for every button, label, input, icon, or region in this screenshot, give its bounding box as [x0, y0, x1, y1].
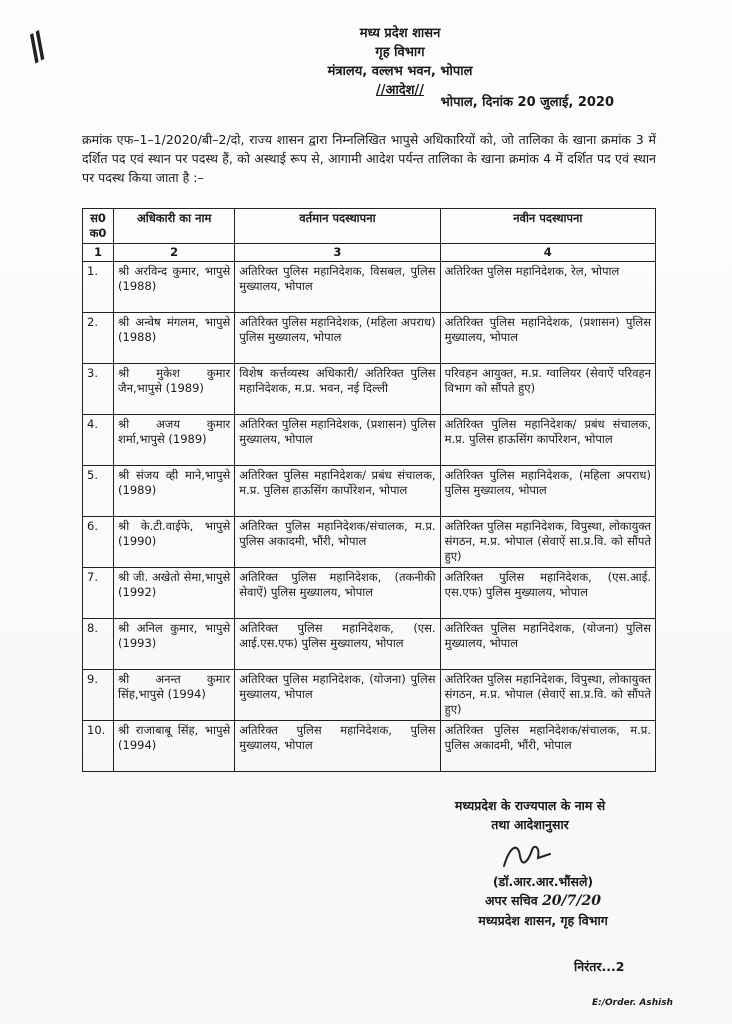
- row-officer-name: श्री अन्वेष मंगलम, भापुसे (1988): [114, 313, 235, 364]
- row-serial: 9.: [83, 670, 114, 721]
- signatory-name: (डॉ.आर.आर.भौंसले): [492, 874, 594, 889]
- row-officer-name: श्री अनन्त कुमार सिंह,भापुसे (1994): [114, 670, 235, 721]
- signatory-designation: अपर सचिव: [485, 893, 538, 908]
- row-new-posting: अतिरिक्त पुलिस महानिदेशक/संचालक, म.प्र. पुलिस अकादमी, भौंरी, भोपाल: [440, 721, 655, 772]
- signatory-designation-line: [428, 891, 658, 911]
- row-serial: 2.: [83, 313, 114, 364]
- table-row: [83, 262, 656, 313]
- column-number: 2: [114, 244, 235, 262]
- column-number: 3: [235, 244, 440, 262]
- handwritten-signature: [498, 836, 558, 874]
- row-serial: 10.: [83, 721, 114, 772]
- row-officer-name: श्री मुकेश कुमार जैन,भापुसे (1989): [114, 364, 235, 415]
- row-current-posting: अतिरिक्त पुलिस महानिदेशक, पुलिस मुख्यालय, भोपाल: [235, 721, 440, 772]
- header-current-posting: वर्तमान पदस्थापना: [235, 209, 440, 244]
- row-officer-name: श्री राजाबाबू सिंह, भापुसे (1994): [114, 721, 235, 772]
- column-number: 4: [440, 244, 655, 262]
- row-officer-name: श्री जी. अखेतो सेमा,भापुसे (1992): [114, 568, 235, 619]
- document-header: [270, 24, 530, 100]
- row-new-posting: अतिरिक्त पुलिस महानिदेशक, विपुस्था, लोकायुक्त संगठन, म.प्र. भोपाल (सेवाऐं सा.प्र.वि. को सौंपते हुए): [440, 517, 655, 568]
- table-column-number-row: [83, 244, 656, 262]
- row-current-posting: अतिरिक्त पुलिस महानिदेशक, (महिला अपराध) पुलिस मुख्यालय, भोपाल: [235, 313, 440, 364]
- footer-file-reference: E:/Order. Ashish: [592, 998, 673, 1008]
- table-row: [83, 364, 656, 415]
- row-new-posting: अतिरिक्त पुलिस महानिदेशक, (प्रशासन) पुलिस मुख्यालय, भोपाल: [440, 313, 655, 364]
- row-new-posting: अतिरिक्त पुलिस महानिदेशक/ प्रबंध संचालक, म.प्र. पुलिस हाऊसिंग कार्पोरेशन, भोपाल: [440, 415, 655, 466]
- signature-line-governor: मध्यप्रदेश के राज्यपाल के नाम से: [454, 798, 606, 813]
- margin-mark: //: [19, 27, 50, 69]
- transfer-table: [82, 208, 656, 772]
- order-date: भोपाल, दिनांक 20 जुलाई, 2020: [440, 95, 614, 110]
- row-new-posting: अतिरिक्त पुलिस महानिदेशक, (योजना) पुलिस मुख्यालय, भोपाल: [440, 619, 655, 670]
- signature-authority: [430, 796, 630, 834]
- row-new-posting: अतिरिक्त पुलिस महानिदेशक, रेल, भोपाल: [440, 262, 655, 313]
- handwritten-date: 20/7/20: [542, 893, 601, 909]
- row-officer-name: श्री अजय कुमार शर्मा,भापुसे (1989): [114, 415, 235, 466]
- signature-line-order: तथा आदेशानुसार: [491, 817, 569, 832]
- header-department: गृह विभाग: [375, 45, 425, 60]
- row-current-posting: अतिरिक्त पुलिस महानिदेशक/ प्रबंध संचालक, म.प्र. पुलिस हाऊसिंग कार्पोरेशन, भोपाल: [235, 466, 440, 517]
- row-current-posting: विशेष कर्त्तव्यस्थ अधिकारी/ अतिरिक्त पुलिस महानिदेशक, म.प्र. भवन, नई दिल्ली: [235, 364, 440, 415]
- row-current-posting: अतिरिक्त पुलिस महानिदेशक, (एस. आई.एस.एफ) पुलिस मुख्यालय, भोपाल: [235, 619, 440, 670]
- row-officer-name: श्री अरविन्द कुमार, भापुसे (1988): [114, 262, 235, 313]
- header-serial: स0 क0: [83, 209, 114, 244]
- row-current-posting: अतिरिक्त पुलिस महानिदेशक, (योजना) पुलिस मुख्यालय, भोपाल: [235, 670, 440, 721]
- table-row: [83, 517, 656, 568]
- header-new-posting: नवीन पदस्थापना: [440, 209, 655, 244]
- signatory-details: [428, 872, 658, 930]
- header-government: मध्य प्रदेश शासन: [359, 26, 441, 41]
- row-serial: 7.: [83, 568, 114, 619]
- table-row: [83, 721, 656, 772]
- row-current-posting: अतिरिक्त पुलिस महानिदेशक, विसबल, पुलिस मुख्यालय, भोपाल: [235, 262, 440, 313]
- table-row: [83, 568, 656, 619]
- column-number: 1: [83, 244, 114, 262]
- row-officer-name: श्री के.टी.वाईफे, भापुसे (1990): [114, 517, 235, 568]
- row-serial: 8.: [83, 619, 114, 670]
- row-current-posting: अतिरिक्त पुलिस महानिदेशक/संचालक, म.प्र. पुलिस अकादमी, भौंरी, भोपाल: [235, 517, 440, 568]
- signatory-department: मध्यप्रदेश शासन, गृह विभाग: [478, 913, 608, 928]
- header-officer-name: अधिकारी का नाम: [114, 209, 235, 244]
- row-officer-name: श्री संजय व्ही माने,भापुसे (1989): [114, 466, 235, 517]
- row-serial: 5.: [83, 466, 114, 517]
- row-serial: 1.: [83, 262, 114, 313]
- row-current-posting: अतिरिक्त पुलिस महानिदेशक, (तकनीकी सेवाऐं) पुलिस मुख्यालय, भोपाल: [235, 568, 440, 619]
- table-row: [83, 619, 656, 670]
- row-serial: 3.: [83, 364, 114, 415]
- row-new-posting: अतिरिक्त पुलिस महानिदेशक, (एस.आई. एस.एफ) पुलिस मुख्यालय, भोपाल: [440, 568, 655, 619]
- order-intro-paragraph: क्रमांक एफ–1–1/2020/बी–2/दो, राज्य शासन द्वारा निम्नलिखित भापुसे अधिकारियों को, जो तालिका के खाना क्रमांक 3 में दर्शित पद एवं स्थान पर पदस्थ हैं, को अस्थाई रूप से, आगामी आदेश पर्यन्त तालिका के खाना क्रमांक 4 में दर्शित पद एवं स्थान पर पदस्थ किया जाता है :–: [82, 132, 656, 185]
- row-serial: 6.: [83, 517, 114, 568]
- row-current-posting: अतिरिक्त पुलिस महानिदेशक, (प्रशासन) पुलिस मुख्यालय, भोपाल: [235, 415, 440, 466]
- order-title: //आदेश//: [375, 83, 425, 98]
- table-row: [83, 415, 656, 466]
- table-row: [83, 670, 656, 721]
- row-new-posting: परिवहन आयुक्त, म.प्र. ग्वालियर (सेवाऐं परिवहन विभाग को सौंपते हुए): [440, 364, 655, 415]
- row-serial: 4.: [83, 415, 114, 466]
- row-new-posting: अतिरिक्त पुलिस महानिदेशक, (महिला अपराध) पुलिस मुख्यालय, भोपाल: [440, 466, 655, 517]
- row-new-posting: अतिरिक्त पुलिस महानिदेशक, विपुस्था, लोकायुक्त संगठन, म.प्र. भोपाल (सेवाऐं सा.प्र.वि. को सौंपते हुए): [440, 670, 655, 721]
- continued-marker: निरंतर...2: [574, 959, 625, 974]
- table-header-row: [83, 209, 656, 244]
- row-officer-name: श्री अनिल कुमार, भापुसे (1993): [114, 619, 235, 670]
- header-address: मंत्रालय, वल्लभ भवन, भोपाल: [327, 64, 473, 79]
- table-row: [83, 313, 656, 364]
- table-row: [83, 466, 656, 517]
